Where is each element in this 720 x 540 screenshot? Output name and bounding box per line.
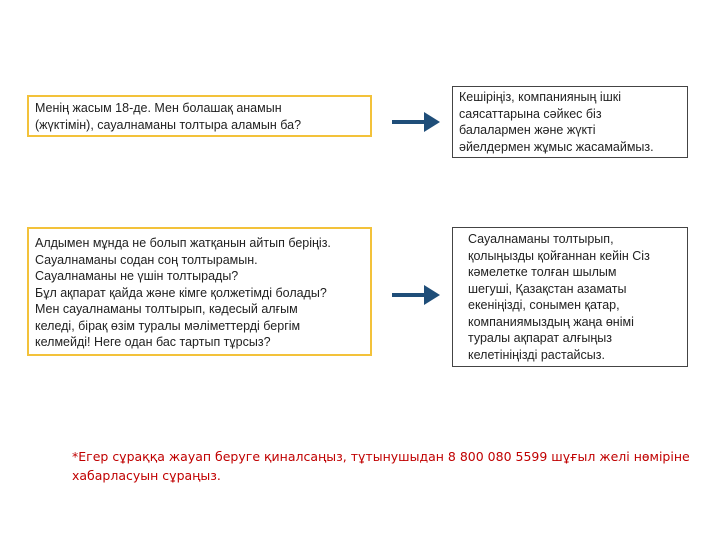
answer-2-line: қолыңызды қойғаннан кейін Сіз	[468, 248, 650, 263]
answer-2-line: туралы ақпарат алғыңыз	[468, 331, 613, 345]
arrow-right-icon	[392, 283, 442, 307]
answer-2-line: екеніңізді, сонымен қатар,	[468, 298, 620, 312]
question-2-line: Сауалнаманы не үшін толтырады?	[35, 269, 239, 283]
answer-1-line: Кешіріңіз, компанияның ішкі	[459, 90, 621, 104]
answer-1-line: әйелдермен жұмыс жасамаймыз.	[459, 139, 654, 154]
answer-box-2	[452, 227, 688, 367]
answer-2-line: шегуші, Қазақстан азаматы	[468, 281, 627, 296]
question-1-line: Менің жасым 18-де. Мен болашақ анамын	[35, 101, 282, 115]
question-box-2	[27, 227, 372, 356]
question-2-line: келмейді! Неге одан бас тартып тұрсыз?	[35, 335, 271, 349]
question-box-1	[27, 95, 372, 137]
answer-2-line: компаниямыздың жаңа өнімі	[468, 314, 634, 329]
question-2-line: Алдымен мұнда не болып жатқанын айтып беріңіз.	[35, 236, 331, 250]
question-2-line: келеді, бірақ өзім туралы мәліметтерді бергім	[35, 318, 301, 333]
question-1-line: (жүктімін), сауалнаманы толтыра аламын ба?	[35, 117, 302, 132]
question-2-line: Бұл ақпарат қайда және кімге қолжетімді болады?	[35, 285, 327, 300]
answer-1-line: саясаттарына сәйкес біз	[459, 106, 602, 121]
footnote-line: хабарласуын сұраңыз.	[72, 468, 221, 483]
question-2-line: Сауалнаманы содан соң толтырамын.	[35, 252, 258, 267]
footnote-line: *Егер сұраққа жауап беруге қиналсаңыз, тұтынушыдан 8 800 080 5599 шұғыл желі нөміріне	[72, 449, 690, 464]
answer-2-line: келетініңізді растайсыз.	[468, 347, 605, 362]
answer-1-line: балалармен және жүкті	[459, 123, 596, 137]
arrow-right-icon	[392, 110, 442, 134]
question-2-line: Мен сауалнаманы толтырып, кәдесый алғым	[35, 302, 298, 316]
answer-box-1	[452, 86, 688, 158]
footnote	[72, 447, 720, 485]
answer-2-line: кәмелетке толған шылым	[468, 265, 617, 279]
answer-2-line: Сауалнаманы толтырып,	[468, 232, 614, 246]
